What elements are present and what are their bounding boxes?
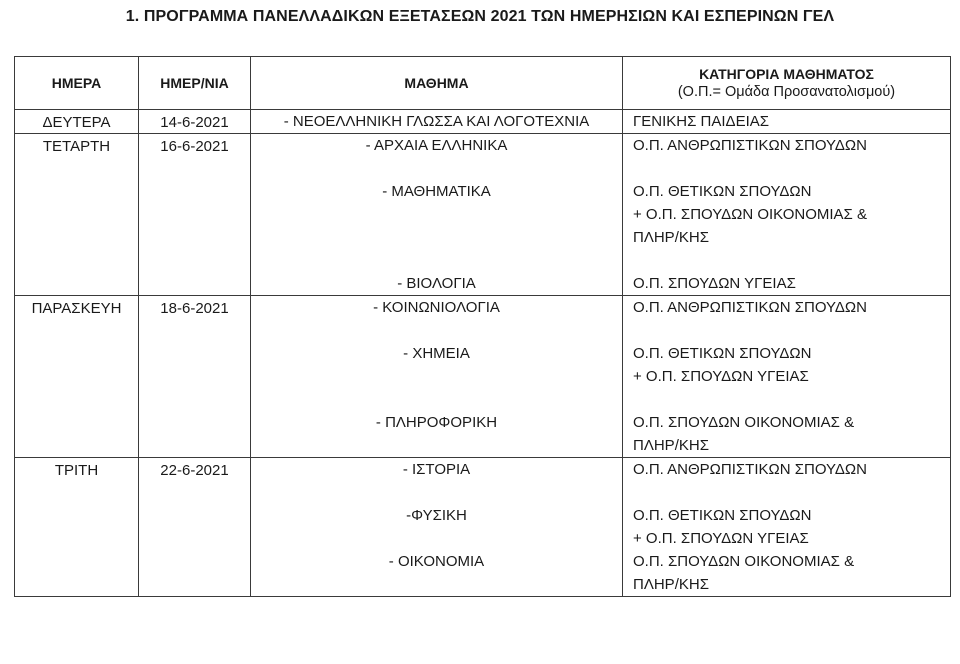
subject-line: -ΦΥΣΙΚΗ: [406, 507, 467, 524]
document-title: 1. ΠΡΟΓΡΑΜΜΑ ΠΑΝΕΛΛΑΔΙΚΩΝ ΕΞΕΤΑΣΕΩΝ 2021 ΤΩΝ ΗΜΕΡΗΣΙΩΝ ΚΑΙ ΕΣΠΕΡΙΝΩΝ ΓΕΛ: [125, 8, 835, 25]
subject-line: [251, 319, 622, 342]
category-line: Ο.Π. ΑΝΘΡΩΠΙΣΤΙΚΩΝ ΣΠΟΥΔΩΝ: [633, 137, 867, 154]
subject-line: [251, 365, 622, 388]
cell-categories: [623, 134, 951, 296]
header-category-label: ΚΑΤΗΓΟΡΙΑ ΜΑΘΗΜΑΤΟΣ: [699, 66, 874, 82]
table-row: [15, 458, 951, 597]
subject-line: - ΑΡΧΑΙΑ ΕΛΛΗΝΙΚΑ: [365, 137, 508, 154]
cell-subjects: [251, 458, 623, 597]
category-line: Ο.Π. ΑΝΘΡΩΠΙΣΤΙΚΩΝ ΣΠΟΥΔΩΝ: [633, 461, 867, 478]
cell-date: 14-6-2021: [139, 110, 251, 134]
category-line: + Ο.Π. ΣΠΟΥΔΩΝ ΥΓΕΙΑΣ: [633, 368, 809, 385]
subject-line: - ΠΛΗΡΟΦΟΡΙΚΗ: [375, 414, 498, 431]
header-category-note: (Ο.Π.= Ομάδα Προσανατολισμού): [677, 84, 896, 100]
cell-subjects: [251, 134, 623, 296]
cell-day: ΤΡΙΤΗ: [15, 458, 139, 597]
category-line: Ο.Π. ΑΝΘΡΩΠΙΣΤΙΚΩΝ ΣΠΟΥΔΩΝ: [633, 299, 867, 316]
header-subject: ΜΑΘΗΜΑ: [251, 57, 623, 110]
category-line: Ο.Π. ΘΕΤΙΚΩΝ ΣΠΟΥΔΩΝ: [633, 183, 812, 200]
category-line: [633, 319, 950, 342]
category-line: [633, 481, 950, 504]
table-row: [15, 134, 951, 296]
table-header-row: [15, 57, 951, 110]
cell-day: ΔΕΥΤΕΡΑ: [15, 110, 139, 134]
subject-line: [251, 157, 622, 180]
category-line: ΠΛΗΡ/ΚΗΣ: [633, 437, 709, 454]
cell-subjects: [251, 296, 623, 458]
category-line: Ο.Π. ΣΠΟΥΔΩΝ ΟΙΚΟΝΟΜΙΑΣ &: [633, 414, 855, 431]
category-line: Ο.Π. ΣΠΟΥΔΩΝ ΥΓΕΙΑΣ: [633, 275, 796, 292]
table-row: [15, 110, 951, 134]
subject-line: [251, 481, 622, 504]
table-body: [15, 110, 951, 597]
subject-line: - ΚΟΙΝΩΝΙΟΛΟΓΙΑ: [373, 299, 500, 316]
category-line: [633, 249, 950, 272]
category-line: Ο.Π. ΘΕΤΙΚΩΝ ΣΠΟΥΔΩΝ: [633, 345, 812, 362]
category-line: ΓΕΝΙΚΗΣ ΠΑΙΔΕΙΑΣ: [633, 113, 770, 130]
cell-date: 22-6-2021: [139, 458, 251, 597]
subject-line: [251, 434, 622, 457]
category-line: [633, 157, 950, 180]
cell-subjects: [251, 110, 623, 134]
subject-line: [251, 573, 622, 596]
category-line: Ο.Π. ΘΕΤΙΚΩΝ ΣΠΟΥΔΩΝ: [633, 507, 812, 524]
subject-line: - ΜΑΘΗΜΑΤΙΚΑ: [382, 183, 491, 200]
subject-line: [251, 249, 622, 272]
subject-line: - ΟΙΚΟΝΟΜΙΑ: [388, 553, 485, 570]
cell-categories: [623, 110, 951, 134]
category-line: [633, 388, 950, 411]
cell-categories: [623, 458, 951, 597]
header-category: [623, 57, 951, 110]
subject-line: [251, 226, 622, 249]
subject-line: [251, 203, 622, 226]
subject-line: - ΙΣΤΟΡΙΑ: [402, 461, 471, 478]
cell-date: 16-6-2021: [139, 134, 251, 296]
category-line: Ο.Π. ΣΠΟΥΔΩΝ ΟΙΚΟΝΟΜΙΑΣ &: [633, 553, 855, 570]
cell-categories: [623, 296, 951, 458]
category-line: + Ο.Π. ΣΠΟΥΔΩΝ ΥΓΕΙΑΣ: [633, 530, 809, 547]
subject-line: [251, 388, 622, 411]
category-line: ΠΛΗΡ/ΚΗΣ: [633, 229, 709, 246]
cell-day: ΠΑΡΑΣΚΕΥΗ: [15, 296, 139, 458]
table-row: [15, 296, 951, 458]
cell-day: ΤΕΤΑΡΤΗ: [15, 134, 139, 296]
subject-line: [251, 527, 622, 550]
subject-line: - ΧΗΜΕΙΑ: [403, 345, 470, 362]
header-date: ΗΜΕΡ/ΝΙΑ: [139, 57, 251, 110]
cell-date: 18-6-2021: [139, 296, 251, 458]
exam-schedule-table: [14, 56, 951, 597]
category-line: ΠΛΗΡ/ΚΗΣ: [633, 576, 709, 593]
subject-line: - ΒΙΟΛΟΓΙΑ: [397, 275, 476, 292]
header-day: ΗΜΕΡΑ: [15, 57, 139, 110]
category-line: + Ο.Π. ΣΠΟΥΔΩΝ ΟΙΚΟΝΟΜΙΑΣ &: [633, 206, 868, 223]
subject-line: - ΝΕΟΕΛΛΗΝΙΚΗ ΓΛΩΣΣΑ ΚΑΙ ΛΟΓΟΤΕΧΝΙΑ: [283, 113, 590, 130]
